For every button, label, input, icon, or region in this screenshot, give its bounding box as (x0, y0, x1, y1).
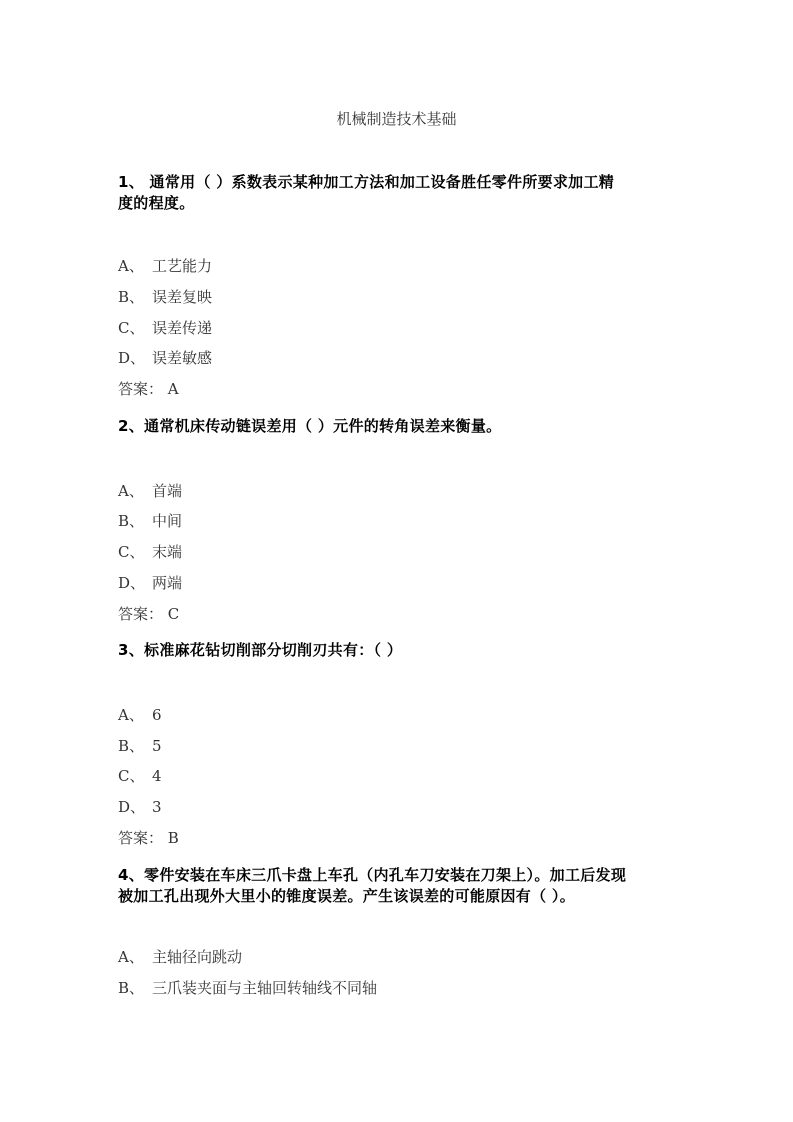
option-key: D、 (118, 349, 146, 367)
option-key: A、 (118, 706, 144, 724)
option-key: B、 (118, 979, 145, 997)
option (118, 511, 182, 531)
option-key: C、 (118, 767, 145, 785)
option-text: 末端 (152, 543, 183, 561)
answer: 答案： C (118, 605, 180, 623)
option (118, 481, 182, 501)
option (118, 947, 242, 967)
option-text: 三爪装夹面与主轴回转轴线不同轴 (152, 979, 378, 997)
option-key: A、 (118, 482, 144, 500)
option-key: B、 (118, 512, 145, 530)
option (118, 542, 182, 562)
question-1-line-2: 度的程度。 (118, 194, 195, 212)
question-1-line-1: 1、 通常用（ ）系数表示某种加工方法和加工设备胜任零件所要求加工精 (118, 173, 615, 191)
option-text: 6 (152, 706, 162, 724)
document-title: 机械制造技术基础 (336, 110, 457, 128)
question-3-line-1: 3、标准麻花钻切削部分切削刃共有：（ ） (118, 641, 403, 659)
option-text: 3 (152, 798, 162, 816)
option-key: A、 (118, 948, 144, 966)
option (118, 573, 182, 593)
option-key: D、 (118, 574, 146, 592)
option (118, 736, 162, 756)
option-text: 中间 (152, 512, 183, 530)
question-4-line-1: 4、零件安装在车床三爪卡盘上车孔（内孔车刀安装在刀架上）。加工后发现 (118, 866, 627, 884)
option-text: 误差传递 (152, 319, 213, 337)
option-key: B、 (118, 288, 145, 306)
option-text: 误差复映 (152, 288, 213, 306)
option-key: D、 (118, 798, 146, 816)
option (118, 797, 162, 817)
option (118, 287, 212, 307)
option (118, 348, 212, 368)
option-text: 5 (152, 737, 162, 755)
option-text: 4 (152, 767, 162, 785)
option (118, 705, 162, 725)
option-key: A、 (118, 257, 144, 275)
question-2-line-1: 2、通常机床传动链误差用（ ）元件的转角误差来衡量。 (118, 417, 502, 435)
option (118, 318, 212, 338)
option-text: 工艺能力 (152, 257, 213, 275)
option-text: 主轴径向跳动 (152, 948, 243, 966)
answer: 答案： A (118, 380, 179, 398)
option-key: C、 (118, 319, 145, 337)
option-text: 首端 (152, 482, 183, 500)
option-key: B、 (118, 737, 145, 755)
option-text: 误差敏感 (152, 349, 213, 367)
option-text: 两端 (152, 574, 183, 592)
option (118, 766, 162, 786)
option (118, 256, 212, 276)
option (118, 978, 377, 998)
question-4-line-2: 被加工孔出现外大里小的锥度误差。产生该误差的可能原因有（ ）。 (118, 887, 576, 905)
option-key: C、 (118, 543, 145, 561)
answer: 答案： B (118, 829, 179, 847)
